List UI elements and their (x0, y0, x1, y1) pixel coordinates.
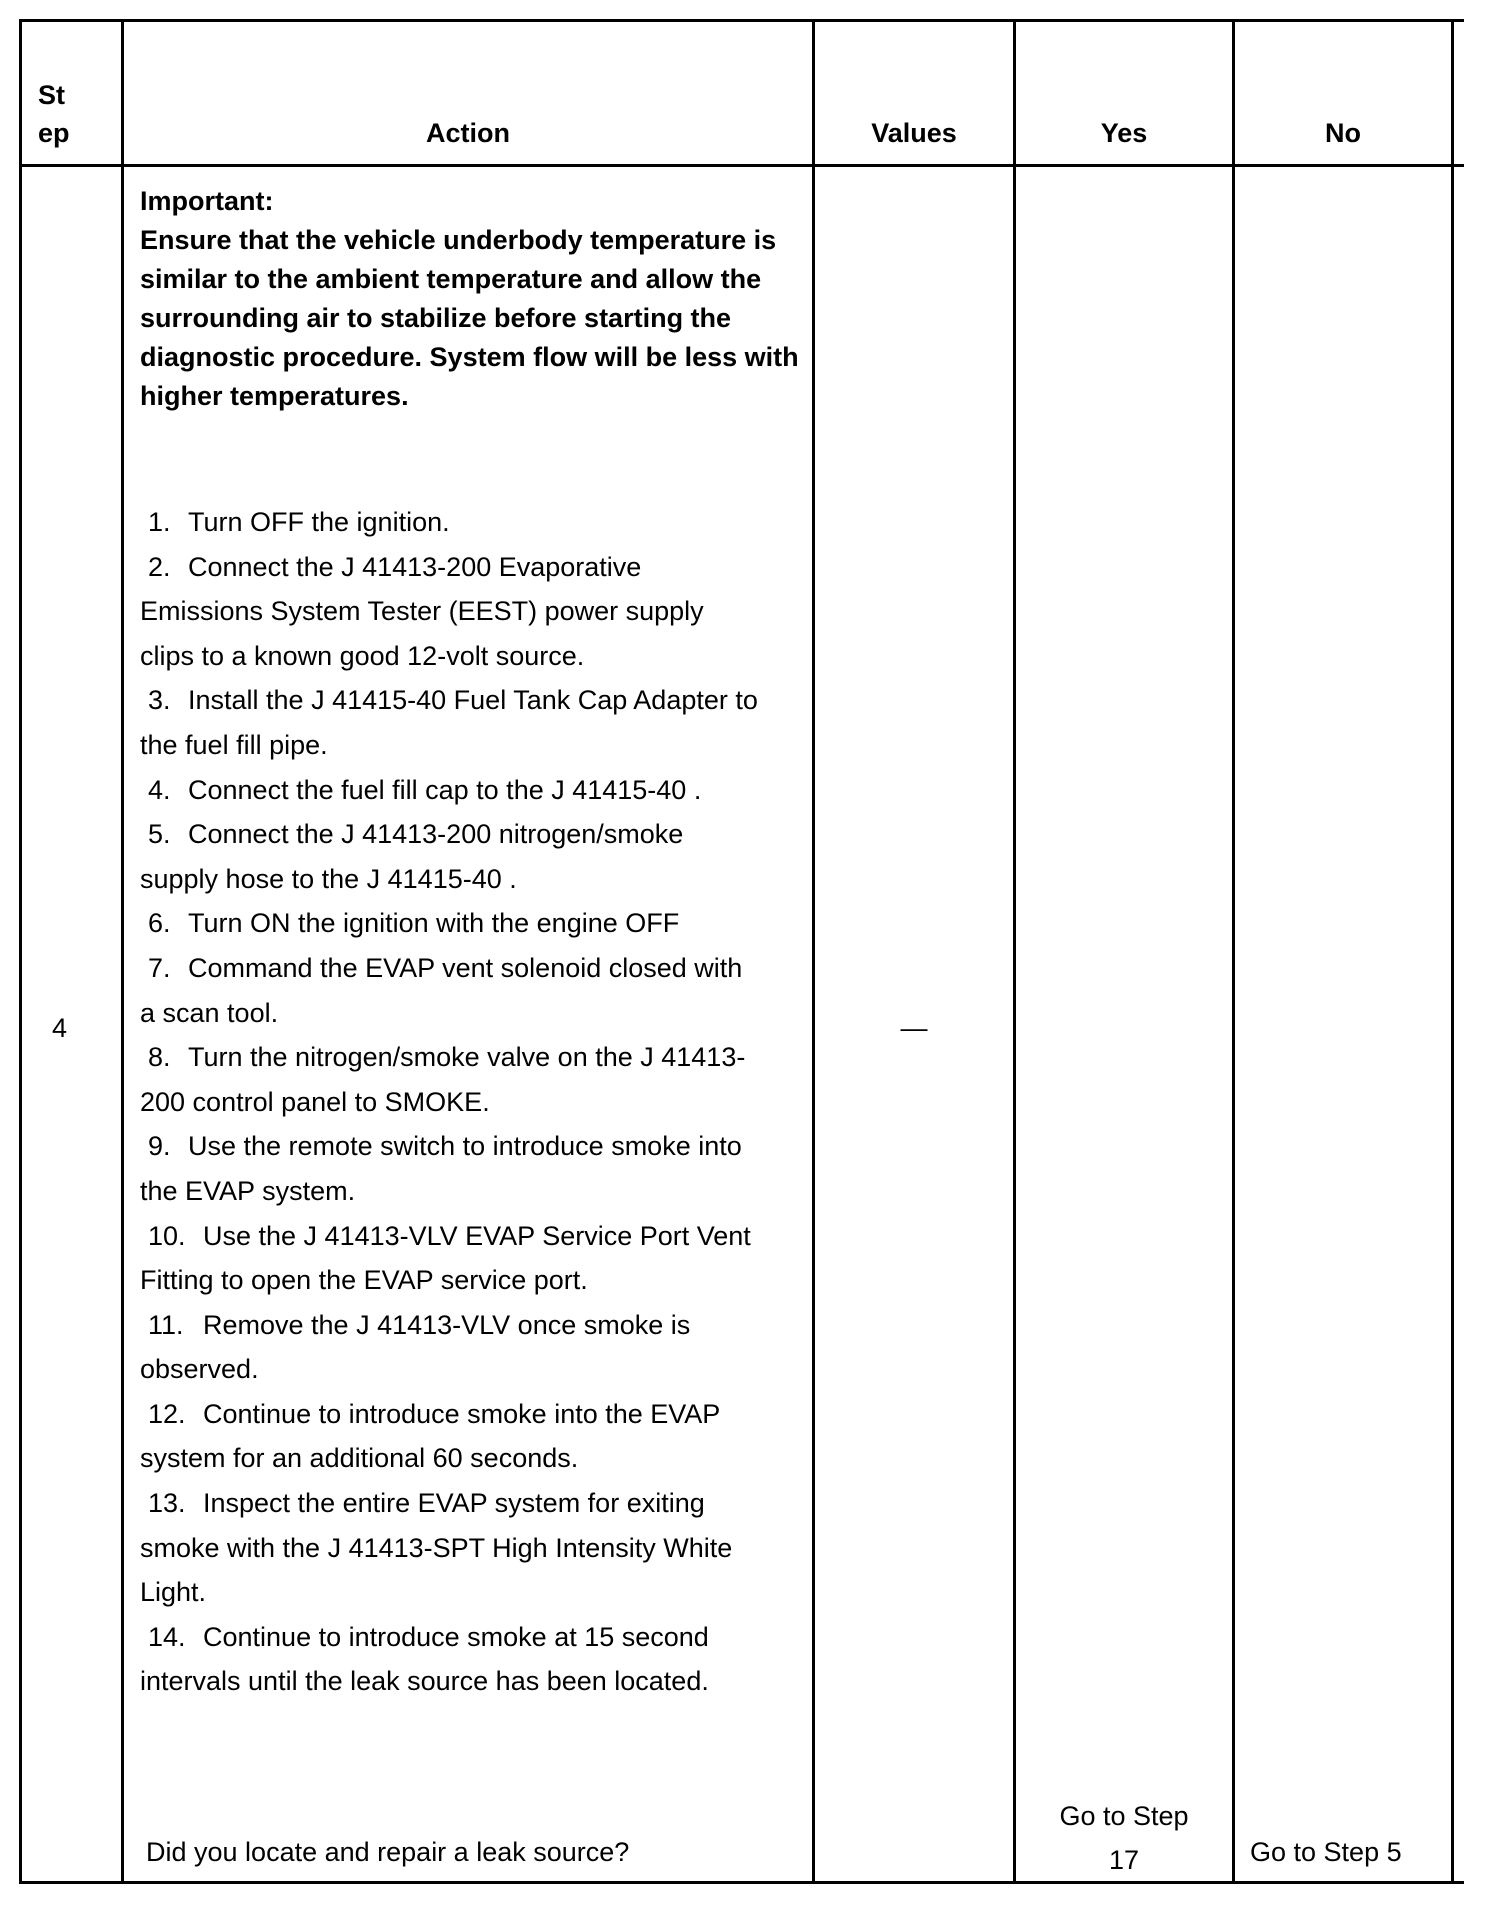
no-cell: Go to Step 5 (1250, 1837, 1402, 1867)
header-divider (19, 164, 1464, 167)
list-item: 2. Connect the J 41413-200 Evaporative Emissions System Tester (EEST) power supply clips to a known good 12-volt source. (140, 551, 704, 671)
column-divider-step (121, 19, 124, 1884)
header-step-line1: St (38, 80, 65, 110)
list-item: 4. Connect the fuel fill cap to the J 41415-40 . (148, 774, 702, 805)
table-border-top (19, 19, 1464, 22)
table-border-right (1451, 19, 1454, 1884)
list-item: 14. Continue to introduce smoke at 15 second intervals until the leak source has been located. (140, 1621, 709, 1697)
question-text: Did you locate and repair a leak source? (146, 1837, 630, 1867)
list-item: 6. Turn ON the ignition with the engine OFF (148, 908, 680, 939)
header-action: Action (426, 118, 510, 148)
yes-cell (1016, 1794, 1232, 1882)
list-item: 11. Remove the J 41413-VLV once smoke is observed. (140, 1309, 691, 1385)
yes-cell-line1: Go to Step (1059, 1801, 1189, 1831)
important-text: Ensure that the vehicle underbody temperature is similar to the ambient temperature and allow the surrounding air to stabilize before starting the diagnostic procedure. System flow will be less with higher temperatures. (140, 225, 799, 411)
column-divider-values (1013, 19, 1016, 1884)
header-yes: Yes (1100, 118, 1148, 148)
table-border-bottom (19, 1881, 1464, 1884)
list-item: 8. Turn the nitrogen/smoke valve on the J 41413-200 control panel to SMOKE. (140, 1042, 746, 1117)
important-note (140, 182, 800, 416)
list-item: 10. Use the J 41413-VLV EVAP Service Port Vent Fitting to open the EVAP service port. (140, 1220, 751, 1296)
list-item: 13. Inspect the entire EVAP system for exiting smoke with the J 41413-SPT High Intensity White Light. (140, 1488, 733, 1608)
list-item: 9. Use the remote switch to introduce smoke into the EVAP system. (140, 1131, 742, 1206)
table-border-left (19, 19, 22, 1884)
list-item: 5. Connect the J 41413-200 nitrogen/smoke supply hose to the J 41415-40 . (140, 819, 684, 894)
header-values: Values (871, 118, 957, 148)
important-label: Important: (140, 186, 274, 216)
instruction-list (140, 500, 760, 1704)
list-item: 1. Turn OFF the ignition. (148, 507, 450, 537)
step-number: 4 (52, 1013, 68, 1043)
values-cell: — (900, 1013, 928, 1043)
header-step (38, 76, 70, 152)
list-item: 12. Continue to introduce smoke into the EVAP system for an additional 60 seconds. (140, 1398, 720, 1474)
list-item: 3. Install the J 41415-40 Fuel Tank Cap Adapter to the fuel fill pipe. (140, 685, 758, 760)
header-no: No (1325, 118, 1361, 148)
list-item: 7. Command the EVAP vent solenoid closed with a scan tool. (140, 952, 743, 1028)
column-divider-yes (1232, 19, 1235, 1884)
yes-cell-line2: 17 (1108, 1845, 1140, 1875)
column-divider-action (812, 19, 815, 1884)
header-step-line2: ep (38, 118, 70, 148)
